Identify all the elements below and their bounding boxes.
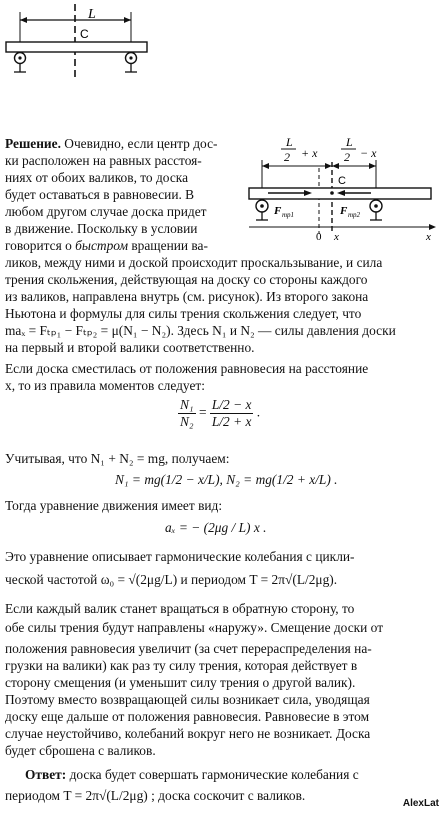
text-line: на первый и второй валики соответственно. [5, 340, 255, 355]
label-L: L [88, 7, 96, 22]
text-line: любом другом случае доска придет [5, 204, 207, 219]
answer-line-1 [5, 766, 359, 783]
label-C: C [80, 27, 89, 41]
text-line: ниях от обоих валиков, то доска [5, 170, 189, 185]
text-line: положения равновесия увеличит (за счет перераспределения на- [5, 641, 372, 656]
answer-label: Ответ: [25, 767, 67, 782]
label-x-axis: x [426, 231, 431, 243]
board-on-rollers-figure [0, 0, 200, 100]
label-F2-sub: тр2 [348, 211, 361, 219]
answer-line-2: периодом T = 2π√(L/2μg) ; доска соскочит с валиков. [5, 788, 306, 803]
text-line: грузки на валики) как раз ту силу трения, которая действует в [5, 658, 358, 673]
text-line: Поэтому вместо возвращающей силы возникает сила, уводящая [5, 692, 370, 707]
text-line: Учитывая, что N₁ + N₂ = mg, получаем: [5, 451, 230, 466]
svg-text:− x: − x [360, 146, 377, 160]
answer-text: доска будет совершать гармонические колебания с [66, 767, 359, 782]
text-line: обе силы трения будут направлены «наружу». Смещение доски от [5, 620, 384, 635]
text-line: Если каждый валик станет вращаться в обратную сторону, то [5, 601, 355, 616]
formula-moments: $\frac{\text{N₁}}{\text{N₂}}$ = $\frac{L/2 - x}{L/2 + x}$ . [180, 397, 261, 429]
text-line: говорится о быстром вращении ва- [5, 238, 208, 253]
text-line: из валиков, направлена внутрь (см. рисунок). Из второго закона [5, 289, 369, 304]
text-line: Тогда уравнение движения имеет вид: [5, 498, 223, 513]
formula-normal-forces: N₁ = mg(1/2 − x/L), N₂ = mg(1/2 + x/L) . [115, 472, 338, 487]
text-line: ликов, между ними и доской происходит проскальзывание, и сила [5, 255, 383, 270]
text-line: сторону смещения (и уменьшит силу трения о другой валик). [5, 675, 356, 690]
label-x-pos: x [334, 231, 339, 243]
formula-rhs-num: L/2 − x [211, 397, 252, 412]
svg-text:+ x: + x [301, 146, 318, 160]
svg-text:2: 2 [344, 150, 350, 164]
formula-lhs-den: N₂ [180, 414, 194, 429]
formula-motion: aₓ = − (2μg / L) x . [165, 520, 267, 535]
text-line: Ньютона и формулы для силы трения скольжения следует, что [5, 306, 362, 321]
formula-rhs-den: L/2 + x [211, 414, 252, 429]
label-F1: F [274, 205, 282, 217]
text-line: ки расположен на равных расстоя- [5, 153, 202, 168]
text-line: maₓ = Fₜₚ₁ − Fₜₚ₂ = μ(N₁ − N₂). Здесь N₁ и N₂ — силы давления доски [5, 323, 396, 338]
text-line: будет сброшена с валиков. [5, 743, 156, 758]
label-F2: F [340, 205, 348, 217]
label-F1-sub: тр1 [282, 211, 295, 219]
force-diagram-figure [246, 132, 441, 252]
text-line: доску еще дальше от положения равновесия. Равновесие в этом [5, 709, 370, 724]
text-line: ческой частотой ω₀ = √(2μg/L) и периодом T = 2π√(L/2μg). [5, 572, 338, 587]
text-line: Если доска сместилась от положения равновесия на расстояние [5, 361, 369, 376]
svg-text:L: L [286, 135, 293, 149]
text-line: трения скольжения, действующая на доску со стороны каждого [5, 272, 368, 287]
text-line: в движение. Поскольку в условии [5, 221, 198, 236]
text-line: будет оставаться в равновесии. В [5, 187, 195, 202]
formula-lhs-num: N₁ [180, 397, 194, 412]
text-line: Это уравнение описывает гармонические колебания с цикли- [5, 549, 355, 564]
label-zero: 0 [316, 231, 322, 243]
text-line: Решение. Очевидно, если центр дос- [5, 136, 218, 151]
svg-text:L: L [346, 135, 353, 149]
text-line: x, то из правила моментов следует: [5, 378, 205, 393]
text-line: случае неустойчиво, колебаний вокруг него не возникает. Доска [5, 726, 371, 741]
svg-text:2: 2 [284, 150, 290, 164]
label-C-side: C [338, 175, 346, 187]
signature: AlexLat [402, 798, 439, 809]
